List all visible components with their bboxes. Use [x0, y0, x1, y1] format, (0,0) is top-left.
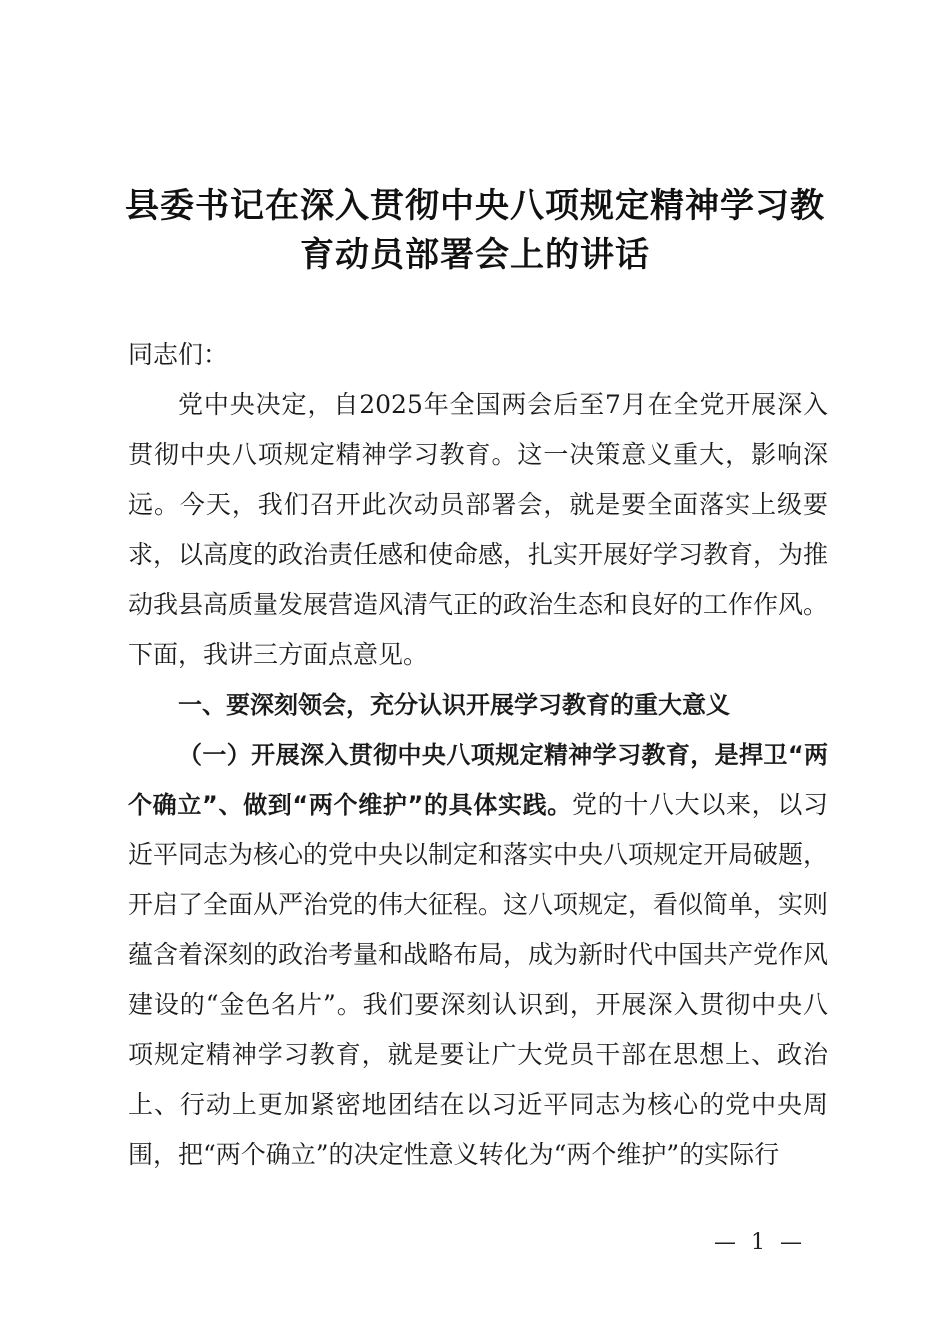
salutation: 同志们： — [128, 340, 229, 369]
title-line-1: 县委书记在深入贯彻中央八项规定精神学习教 — [125, 186, 825, 226]
subsection-text-1: 党的十八大以来，以习近平同志为核心的党中央以制定和落实中央八项规定开局破题，开启了全面从严治党的伟大征程。这八项规定，看似简单，实则蕴含着深刻的政治考量和战略布局，成为新时代中国共产党作风建设的“金色名片”。我们要深刻认识到，开展深入贯彻中央八项规定精神学习教育，就是要让广大党员干部在思想上、政治上、行动上更加紧密地团结在以习近平同志为核心的党中央周围，把“两个确立”的决定性意义转化为“两个维护”的实际行 — [128, 790, 829, 1169]
section-heading-1: 一、要深刻领会，充分认识开展学习教育的重大意义 — [178, 691, 730, 719]
document-body — [128, 330, 828, 1180]
title-line-2: 育动员部署会上的讲话 — [300, 235, 650, 275]
page-number: — 1 — — [714, 1230, 806, 1255]
document-title — [100, 182, 850, 280]
paragraph-subsection-1 — [128, 730, 828, 1180]
subsection-heading-1: （一）开展深入贯彻中央八项规定精神学习教育，是捍卫“两个确立”、做到“两个维护”的具体实践。 — [128, 741, 828, 819]
paragraph-intro: 党中央决定，自2025年全国两会后至7月在全党开展深入贯彻中央八项规定精神学习教育。这一决策意义重大，影响深远。今天，我们召开此次动员部署会，就是要全面落实上级要求，以高度的政治责任感和使命感，扎实开展好学习教育，为推动我县高质量发展营造风清气正的政治生态和良好的工作作风。下面，我讲三方面点意见。 — [128, 390, 829, 669]
